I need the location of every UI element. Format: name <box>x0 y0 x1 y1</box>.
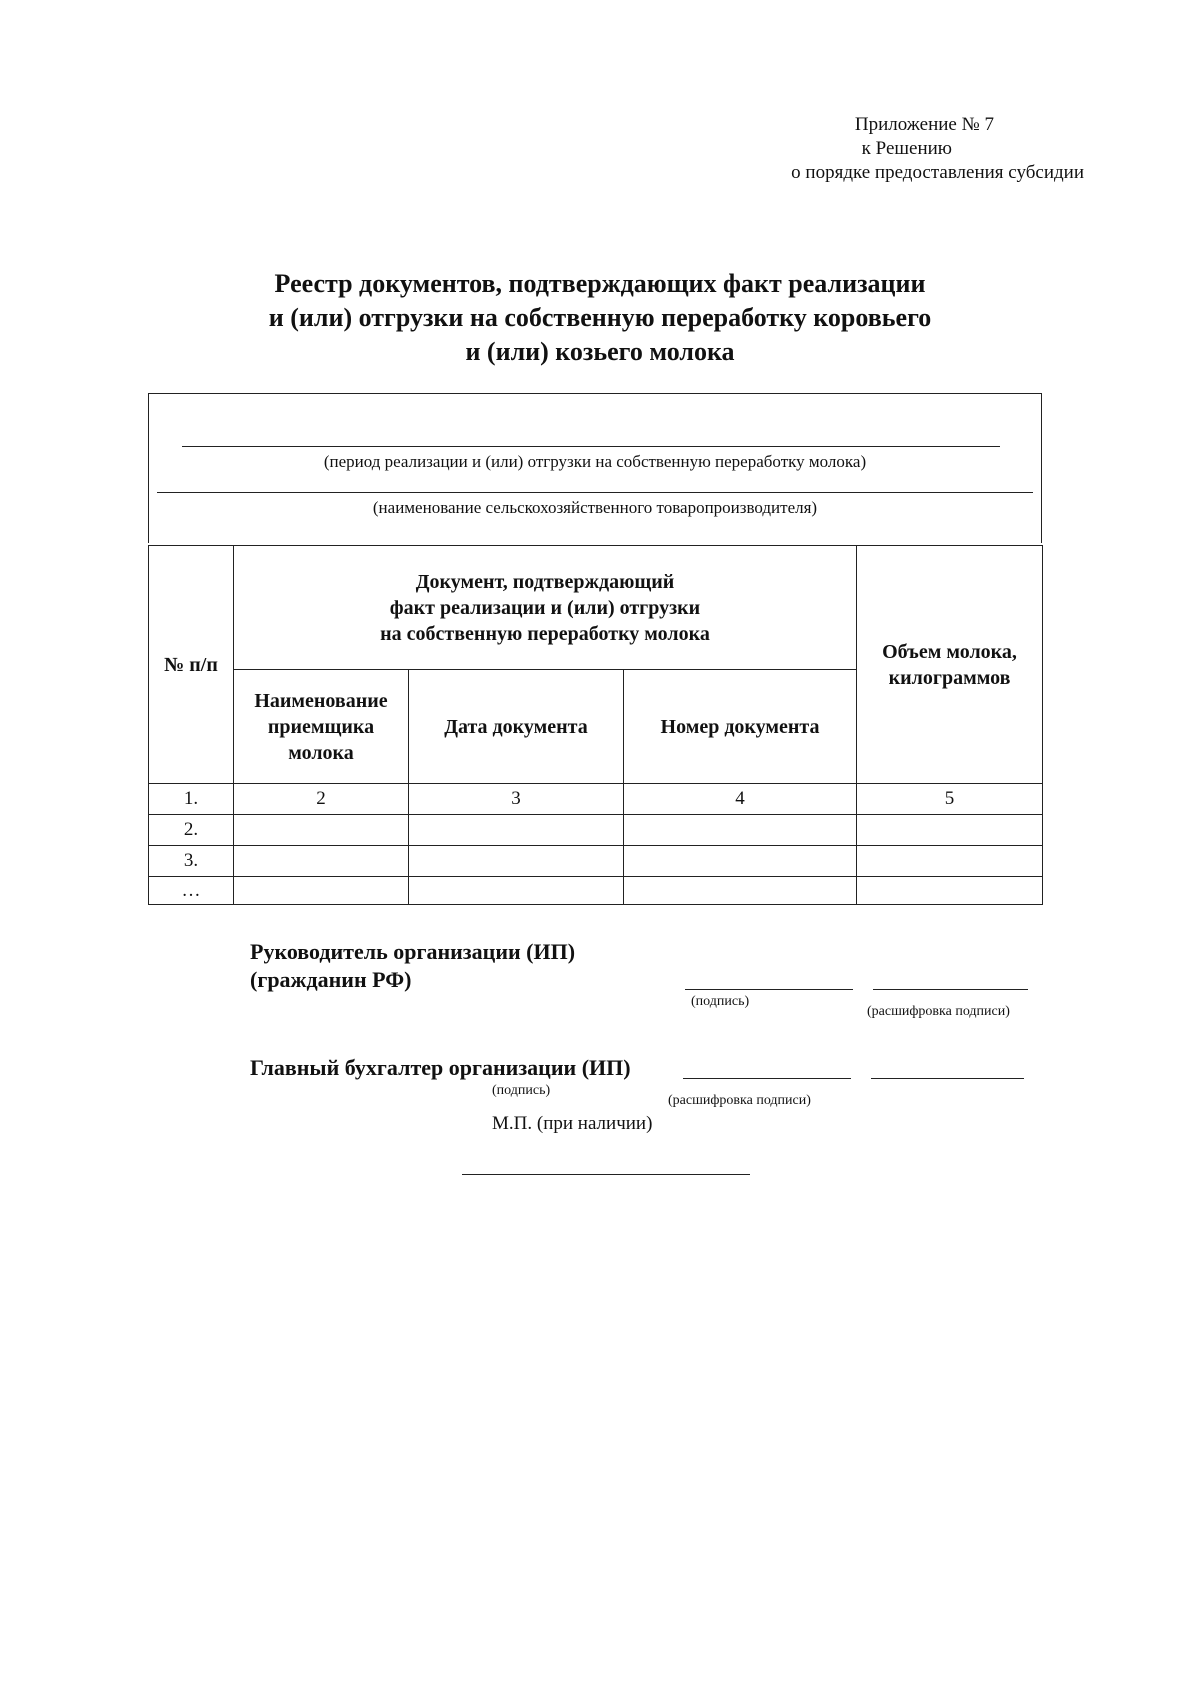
table-row <box>149 846 1043 877</box>
header-volume <box>857 546 1043 784</box>
header-volume-line-2: килограммов <box>888 666 1011 689</box>
title-line-3: и (или) козьего молока <box>465 337 735 366</box>
producer-input-line[interactable] <box>157 492 1033 493</box>
title-line-1: Реестр документов, подтверждающих факт реализации <box>274 269 926 298</box>
table-cell: 2 <box>234 784 409 815</box>
header-document-line-2: факт реализации и (или) отгрузки <box>389 596 701 619</box>
head-signature-line[interactable] <box>685 989 853 990</box>
table-cell[interactable] <box>857 877 1043 905</box>
table-row <box>149 815 1043 846</box>
table-cell[interactable] <box>234 815 409 846</box>
accountant-label: Главный бухгалтер организации (ИП) <box>250 1055 631 1080</box>
head-label-line-1: Руководитель организации (ИП) <box>250 939 576 964</box>
head-label-line-2: (гражданин РФ) <box>250 967 412 992</box>
header-receiver-line-2: приемщика <box>267 715 375 738</box>
header-docnum: Номер документа <box>624 670 857 784</box>
header-receiver <box>234 670 409 784</box>
header-num: № п/п <box>149 546 234 784</box>
head-signature-caption: (подпись) <box>691 994 750 1009</box>
header-receiver-line-1: Наименование <box>254 689 388 712</box>
accountant-decode-caption: (расшифровка подписи) <box>668 1093 811 1108</box>
table-cell[interactable] <box>234 846 409 877</box>
head-decode-line[interactable] <box>873 989 1028 990</box>
accountant-signature-caption: (подпись) <box>492 1083 551 1098</box>
head-signature-label <box>250 938 575 994</box>
table-cell[interactable] <box>234 877 409 905</box>
table-row <box>149 784 1043 815</box>
period-caption: (период реализации и (или) отгрузки на собственную переработку молока) <box>323 452 867 471</box>
table-cell[interactable] <box>857 815 1043 846</box>
table-cell[interactable] <box>409 815 624 846</box>
table-cell: 3. <box>149 846 234 877</box>
producer-caption: (наименование сельскохозяйственного товаропроизводителя) <box>372 498 818 517</box>
table-cell: 3 <box>409 784 624 815</box>
accountant-signature-line[interactable] <box>683 1078 851 1079</box>
stamp-label: М.П. (при наличии) <box>492 1113 653 1134</box>
header-volume-line-1: Объем молока, <box>882 640 1017 663</box>
page-title <box>150 267 1050 369</box>
table-cell[interactable] <box>624 877 857 905</box>
table-cell[interactable] <box>624 846 857 877</box>
accountant-decode-line[interactable] <box>871 1078 1024 1079</box>
table-cell[interactable] <box>857 846 1043 877</box>
appendix-ref: к Решению <box>861 138 952 159</box>
table-cell: 5 <box>857 784 1043 815</box>
head-decode-caption: (расшифровка подписи) <box>867 1004 1010 1019</box>
header-receiver-line-3: молока <box>288 741 354 764</box>
table-cell[interactable] <box>409 846 624 877</box>
appendix-subject: о порядке предоставления субсидии <box>791 162 1084 183</box>
header-document-line-1: Документ, подтверждающий <box>415 570 675 593</box>
header-document-group <box>234 546 857 670</box>
closing-line <box>462 1174 750 1175</box>
table-cell: … <box>149 877 234 905</box>
period-input-line[interactable] <box>182 446 1000 447</box>
table-cell[interactable] <box>409 877 624 905</box>
table-cell: 1. <box>149 784 234 815</box>
header-document-line-3: на собственную переработку молока <box>380 622 710 645</box>
table-row <box>149 877 1043 905</box>
registry-table <box>148 545 1043 905</box>
table-cell: 4 <box>624 784 857 815</box>
title-line-2: и (или) отгрузки на собственную переработку коровьего <box>268 303 932 332</box>
table-cell[interactable] <box>624 815 857 846</box>
header-date: Дата документа <box>409 670 624 784</box>
appendix-number: Приложение № 7 <box>854 114 994 135</box>
table-cell: 2. <box>149 815 234 846</box>
